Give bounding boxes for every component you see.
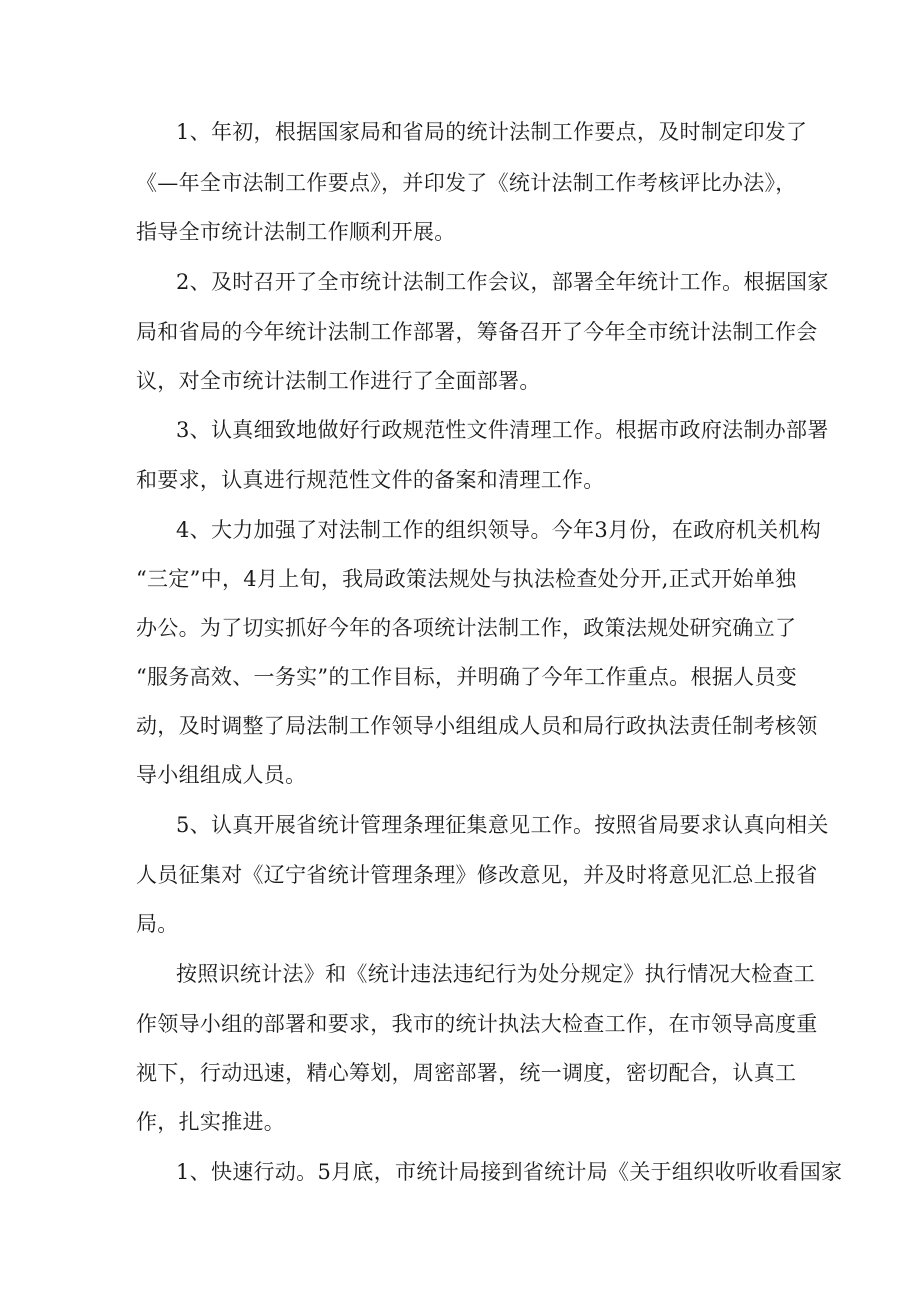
paragraph-1-line-1: 1、年初，根据国家局和省局的统计法制工作要点，及时制定印发了 bbox=[176, 120, 808, 144]
paragraph-6-line-1: 按照识统计法》和《统计违法违纪行为处分规定》执行情况大检查工 bbox=[176, 962, 815, 986]
paragraph-2-line-3: 议，对全市统计法制工作进行了全面部署。 bbox=[136, 369, 541, 393]
paragraph-4-line-3: 办公。为了切实抓好今年的各项统计法制工作，政策法规处研究确立了 bbox=[136, 616, 797, 640]
paragraph-3-line-2: 和要求，认真进行规范性文件的备案和清理工作。 bbox=[136, 468, 605, 492]
paragraph-6-line-3: 视下，行动迅速，精心筹划，周密部署，统一调度，密切配合，认真工 bbox=[136, 1061, 797, 1085]
paragraph-4-line-5: 动，及时调整了局法制工作领导小组组成人员和局行政执法责任制考核领 bbox=[136, 714, 818, 738]
paragraph-6-line-4: 作，扎实推进。 bbox=[136, 1110, 286, 1134]
paragraph-6-line-2: 作领导小组的部署和要求，我市的统计执法大检查工作，在市领导高度重 bbox=[136, 1012, 818, 1036]
paragraph-5-line-1: 5、认真开展省统计管理条理征集意见工作。按照省局要求认真向相关 bbox=[176, 813, 829, 837]
paragraph-1-line-3: 指导全市统计法制工作顺利开展。 bbox=[136, 220, 456, 244]
paragraph-3-line-1: 3、认真细致地做好行政规范性文件清理工作。根据市政府法制办部署 bbox=[176, 418, 829, 442]
paragraph-1-line-2: 《—年全市法制工作要点》，并印发了《统计法制工作考核评比办法》， bbox=[136, 171, 797, 195]
paragraph-4-line-1: 4、大力加强了对法制工作的组织领导。今年3月份，在政府机关机构 bbox=[176, 518, 822, 542]
paragraph-5-line-2: 人员征集对《辽宁省统计管理条理》修改意见，并及时将意见汇总上报省 bbox=[136, 863, 818, 887]
paragraph-4-line-6: 导小组组成人员。 bbox=[136, 763, 307, 787]
paragraph-2-line-2: 局和省局的今年统计法制工作部署，筹备召开了今年全市统计法制工作会 bbox=[136, 320, 818, 344]
paragraph-5-line-3: 局。 bbox=[136, 912, 179, 936]
paragraph-4-line-4: “服务高效、一务实”的工作目标，并明确了今年工作重点。根据人员变 bbox=[136, 665, 798, 689]
paragraph-4-line-2: “三定”中，4月上旬，我局政策法规处与执法检查处分开,正式开始单独 bbox=[136, 567, 797, 591]
paragraph-7-line-1: 1、快速行动。5月底，市统计局接到省统计局《关于组织收听收看国家 bbox=[176, 1160, 843, 1184]
paragraph-2-line-1: 2、及时召开了全市统计法制工作会议，部署全年统计工作。根据国家 bbox=[176, 270, 829, 294]
